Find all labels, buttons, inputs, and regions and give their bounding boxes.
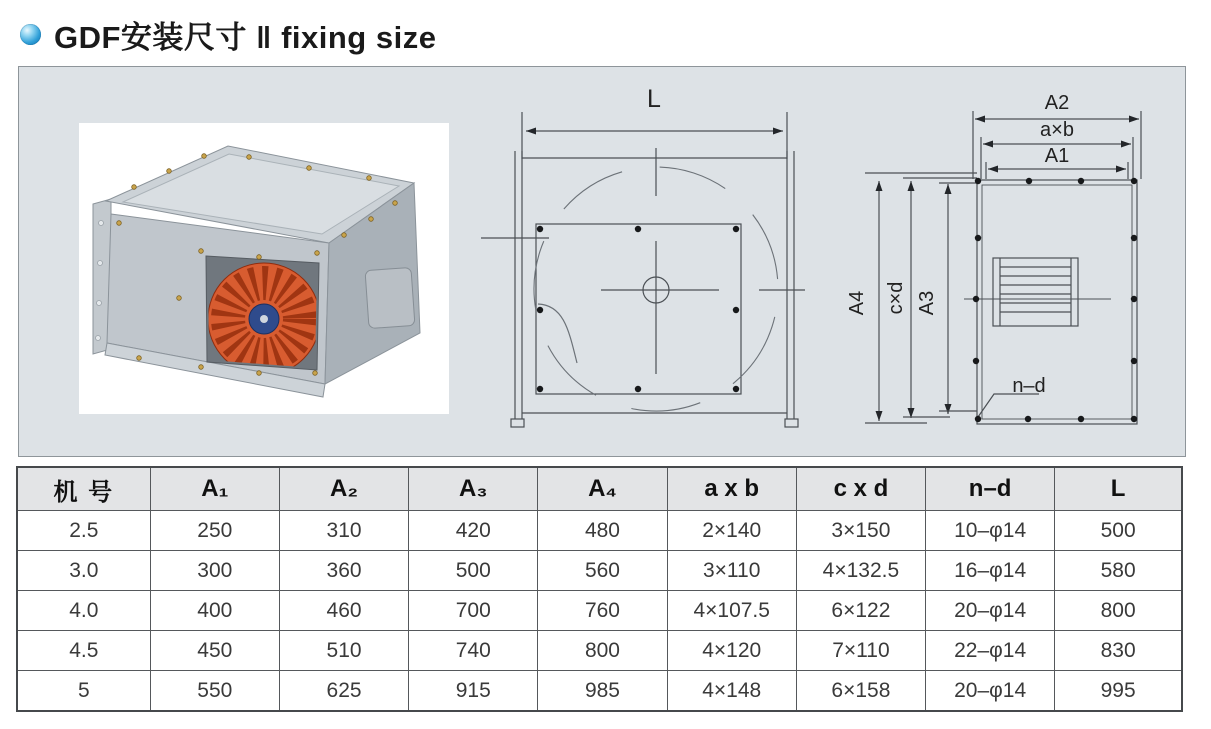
table-cell: 400 — [150, 591, 279, 631]
table-cell: 580 — [1055, 551, 1182, 591]
table-cell: 500 — [409, 551, 538, 591]
table-cell: 5 — [17, 671, 150, 712]
table-cell: 800 — [538, 631, 667, 671]
column-header-8: L — [1055, 467, 1182, 511]
table-row — [17, 631, 1182, 671]
dim-label-A3: A3 — [916, 290, 938, 316]
page-title: GDF安装尺寸 ‖ fixing size — [54, 19, 437, 55]
table-cell: 995 — [1055, 671, 1182, 712]
table-cell: 420 — [409, 511, 538, 551]
table-cell: 450 — [150, 631, 279, 671]
table-cell: 460 — [279, 591, 408, 631]
table-cell: 4×107.5 — [667, 591, 796, 631]
table-cell: 550 — [150, 671, 279, 712]
dim-label-cxd: c×d — [885, 281, 907, 315]
table-cell: 250 — [150, 511, 279, 551]
table-cell: 310 — [279, 511, 408, 551]
size-table — [16, 466, 1183, 712]
column-header-1: A₁ — [150, 467, 279, 511]
table-cell: 700 — [409, 591, 538, 631]
impeller — [208, 263, 320, 375]
table-cell: 3×150 — [796, 511, 925, 551]
size-table-header-row — [17, 467, 1182, 511]
table-row — [17, 551, 1182, 591]
front-view-drawing — [481, 112, 810, 443]
table-cell: 4×132.5 — [796, 551, 925, 591]
table-cell: 4×120 — [667, 631, 796, 671]
table-cell: 2×140 — [667, 511, 796, 551]
table-cell: 830 — [1055, 631, 1182, 671]
dim-label-axb: a×b — [1040, 119, 1074, 141]
table-cell: 985 — [538, 671, 667, 712]
table-row — [17, 591, 1182, 631]
table-row — [17, 511, 1182, 551]
table-cell: 915 — [409, 671, 538, 712]
table-cell: 10–φ14 — [926, 511, 1055, 551]
blue-sphere-icon — [20, 24, 41, 45]
column-header-6: c x d — [796, 467, 925, 511]
product-photo — [79, 123, 449, 414]
table-cell: 800 — [1055, 591, 1182, 631]
dim-label-nd: n–d — [1012, 375, 1046, 397]
column-header-3: A₃ — [409, 467, 538, 511]
table-cell: 4×148 — [667, 671, 796, 712]
table-cell: 20–φ14 — [926, 591, 1055, 631]
table-cell: 20–φ14 — [926, 671, 1055, 712]
table-cell: 625 — [279, 671, 408, 712]
column-header-2: A₂ — [279, 467, 408, 511]
table-cell: 500 — [1055, 511, 1182, 551]
table-row — [17, 671, 1182, 712]
column-header-5: a x b — [667, 467, 796, 511]
table-cell: 3×110 — [667, 551, 796, 591]
table-cell: 360 — [279, 551, 408, 591]
column-header-7: n–d — [926, 467, 1055, 511]
column-header-4: A₄ — [538, 467, 667, 511]
dim-label-A2: A2 — [1044, 92, 1070, 114]
junction-box — [365, 267, 415, 328]
table-cell: 510 — [279, 631, 408, 671]
table-cell: 740 — [409, 631, 538, 671]
dim-label-A1: A1 — [1044, 145, 1070, 167]
table-cell: 560 — [538, 551, 667, 591]
table-cell: 3.0 — [17, 551, 150, 591]
table-cell: 22–φ14 — [926, 631, 1055, 671]
fan-box-illustration — [79, 123, 449, 414]
table-cell: 480 — [538, 511, 667, 551]
table-cell: 300 — [150, 551, 279, 591]
table-cell: 6×122 — [796, 591, 925, 631]
dim-label-A4: A4 — [846, 290, 868, 316]
table-cell: 7×110 — [796, 631, 925, 671]
table-cell: 760 — [538, 591, 667, 631]
size-table-body — [17, 511, 1182, 712]
table-cell: 2.5 — [17, 511, 150, 551]
table-cell: 4.0 — [17, 591, 150, 631]
dim-label-L: L — [647, 85, 661, 113]
table-cell: 6×158 — [796, 671, 925, 712]
front-view-bolt-dots — [537, 226, 739, 392]
column-header-0: 机 号 — [17, 467, 150, 511]
table-cell: 4.5 — [17, 631, 150, 671]
table-cell: 16–φ14 — [926, 551, 1055, 591]
page-header — [20, 10, 436, 58]
diagram-panel — [18, 66, 1186, 457]
